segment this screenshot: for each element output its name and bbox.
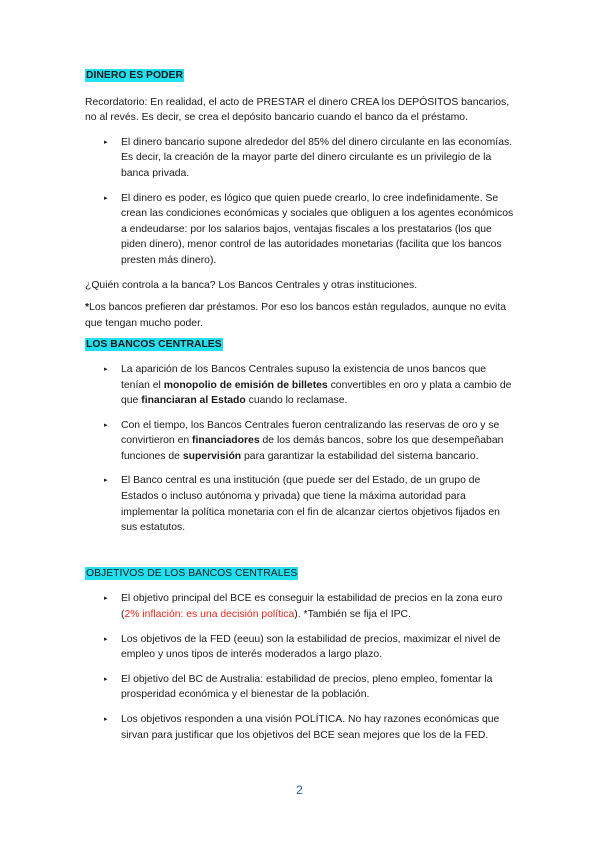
bullet-icon: ▸ [104,716,108,723]
section-objetivos [85,566,515,743]
intro-line-2: no al revés. Es decir, se crea el depósito bancario cuando el banco da el préstamo. [85,112,468,124]
text-run: convertibles en oro y plata a cambio de que [121,379,512,407]
list-item [85,632,515,663]
text-run: Con el tiempo, los Bancos Centrales fueron centralizando las reservas de oro y se convirtieron en [121,419,500,447]
bold-text: financiaran al Estado [141,395,246,407]
page-content [85,68,515,743]
text-run: de los demás bancos, sobre los que desempeñaban funciones de [121,435,504,462]
text-run: La aparición de los Bancos Centrales supuso la existencia de unos bancos que tenían el [121,363,487,391]
text-run: El objetivo principal del BCE es conseguir la estabilidad de precios en la zona euro ( [121,593,503,621]
list-item-text: El dinero es poder, es lógico que quien puede crearlo, lo cree indefinidamente. Se crean las condiciones económicas y sociales que obliguen a los agentes económicos a endeudarse: por los salarios bajos, ventajas fiscales a los prestatarios (los que piden dinero), menor control de las autoridades monetarias (facilita que los bancos presten más dinero). [121,192,514,266]
list-item [85,712,515,743]
bold-text: financiadores [192,435,260,447]
list-item [85,191,515,269]
page-number: 2 [296,783,303,797]
section-bancos-centrales [85,337,515,536]
bold-text: monopolio de emisión de billetes [163,379,328,391]
bullet-icon: ▸ [104,675,108,683]
bold-text: supervisión [182,450,242,462]
section2-bullet-list [85,362,515,536]
list-item-text: El Banco central es una institución (que puede ser del Estado, de un grupo de Estados o incluso autónoma y privada) que tiene la máxima autoridad para implementar la política monetaria con el fin de alcanzar ciertos objetivos fijados en sus estatutos. [121,475,500,534]
list-item-text [121,420,503,462]
bullet-icon: ▸ [104,365,108,373]
bullet-icon: ▸ [104,138,108,146]
text-run: ). *También se fija el IPC. [294,609,411,621]
bullet-icon: ▸ [104,421,108,429]
intro-paragraph [85,95,515,126]
heading-objetivos: OBJETIVOS DE LOS BANCOS CENTRALES [86,567,298,579]
list-item [85,418,515,465]
list-item [85,672,515,703]
list-item [85,135,515,182]
section3-bullet-list [85,591,515,743]
red-text: 2% inflación: es una decisión política [124,609,295,621]
note-paragraph [85,300,515,331]
text-run: cuando lo reclamase. [245,395,348,407]
bullet-icon: ▸ [104,194,108,202]
list-item [85,362,515,409]
list-item-text: El dinero bancario supone alrededor del 85% del dinero circulante en las economías. Es decir, la creación de la mayor parte del dinero circulante es un privilegio de la banca privada. [121,136,513,179]
list-item [85,473,515,535]
heading-dinero-es-poder: DINERO ES PODER [86,70,183,81]
section1-bullet-list [85,135,515,269]
bullet-icon: ▸ [104,477,108,485]
list-item-text: El objetivo del BC de Australia: estabilidad de precios, pleno empleo, fomentar la prosperidad económica y el bienestar de la población. [121,673,493,701]
list-item-text: Los objetivos responden a una visión POLÍTICA. No hay razones económicas que sirvan para justificar que los objetivos del BCE sean mejores que los de la FED. [121,714,500,741]
bullet-icon: ▸ [104,635,108,643]
note-star: * [85,302,90,314]
question-paragraph: ¿Quién controla a la banca? Los Bancos Centrales y otras instituciones. [85,279,418,291]
intro-line-1: Recordatorio: En realidad, el acto de PRESTAR el dinero CREA los DEPÓSITOS bancarios, [85,96,510,108]
list-item [85,591,515,622]
list-item-text [121,364,511,406]
note-text: Los bancos prefieren dar préstamos. Por eso los bancos están regulados, aunque no evita que tengan mucho poder. [85,302,507,329]
section-dinero-es-poder [85,68,515,331]
list-item-text [121,593,502,620]
heading-bancos-centrales: LOS BANCOS CENTRALES [86,339,222,351]
text-run: para garantizar la estabilidad del sistema bancario. [241,450,479,462]
list-item-text: Los objetivos de la FED (eeuu) son la estabilidad de precios, maximizar el nivel de empleo y unos tipos de interés moderados a largo plazo. [121,633,501,661]
bullet-icon: ▸ [104,595,108,603]
